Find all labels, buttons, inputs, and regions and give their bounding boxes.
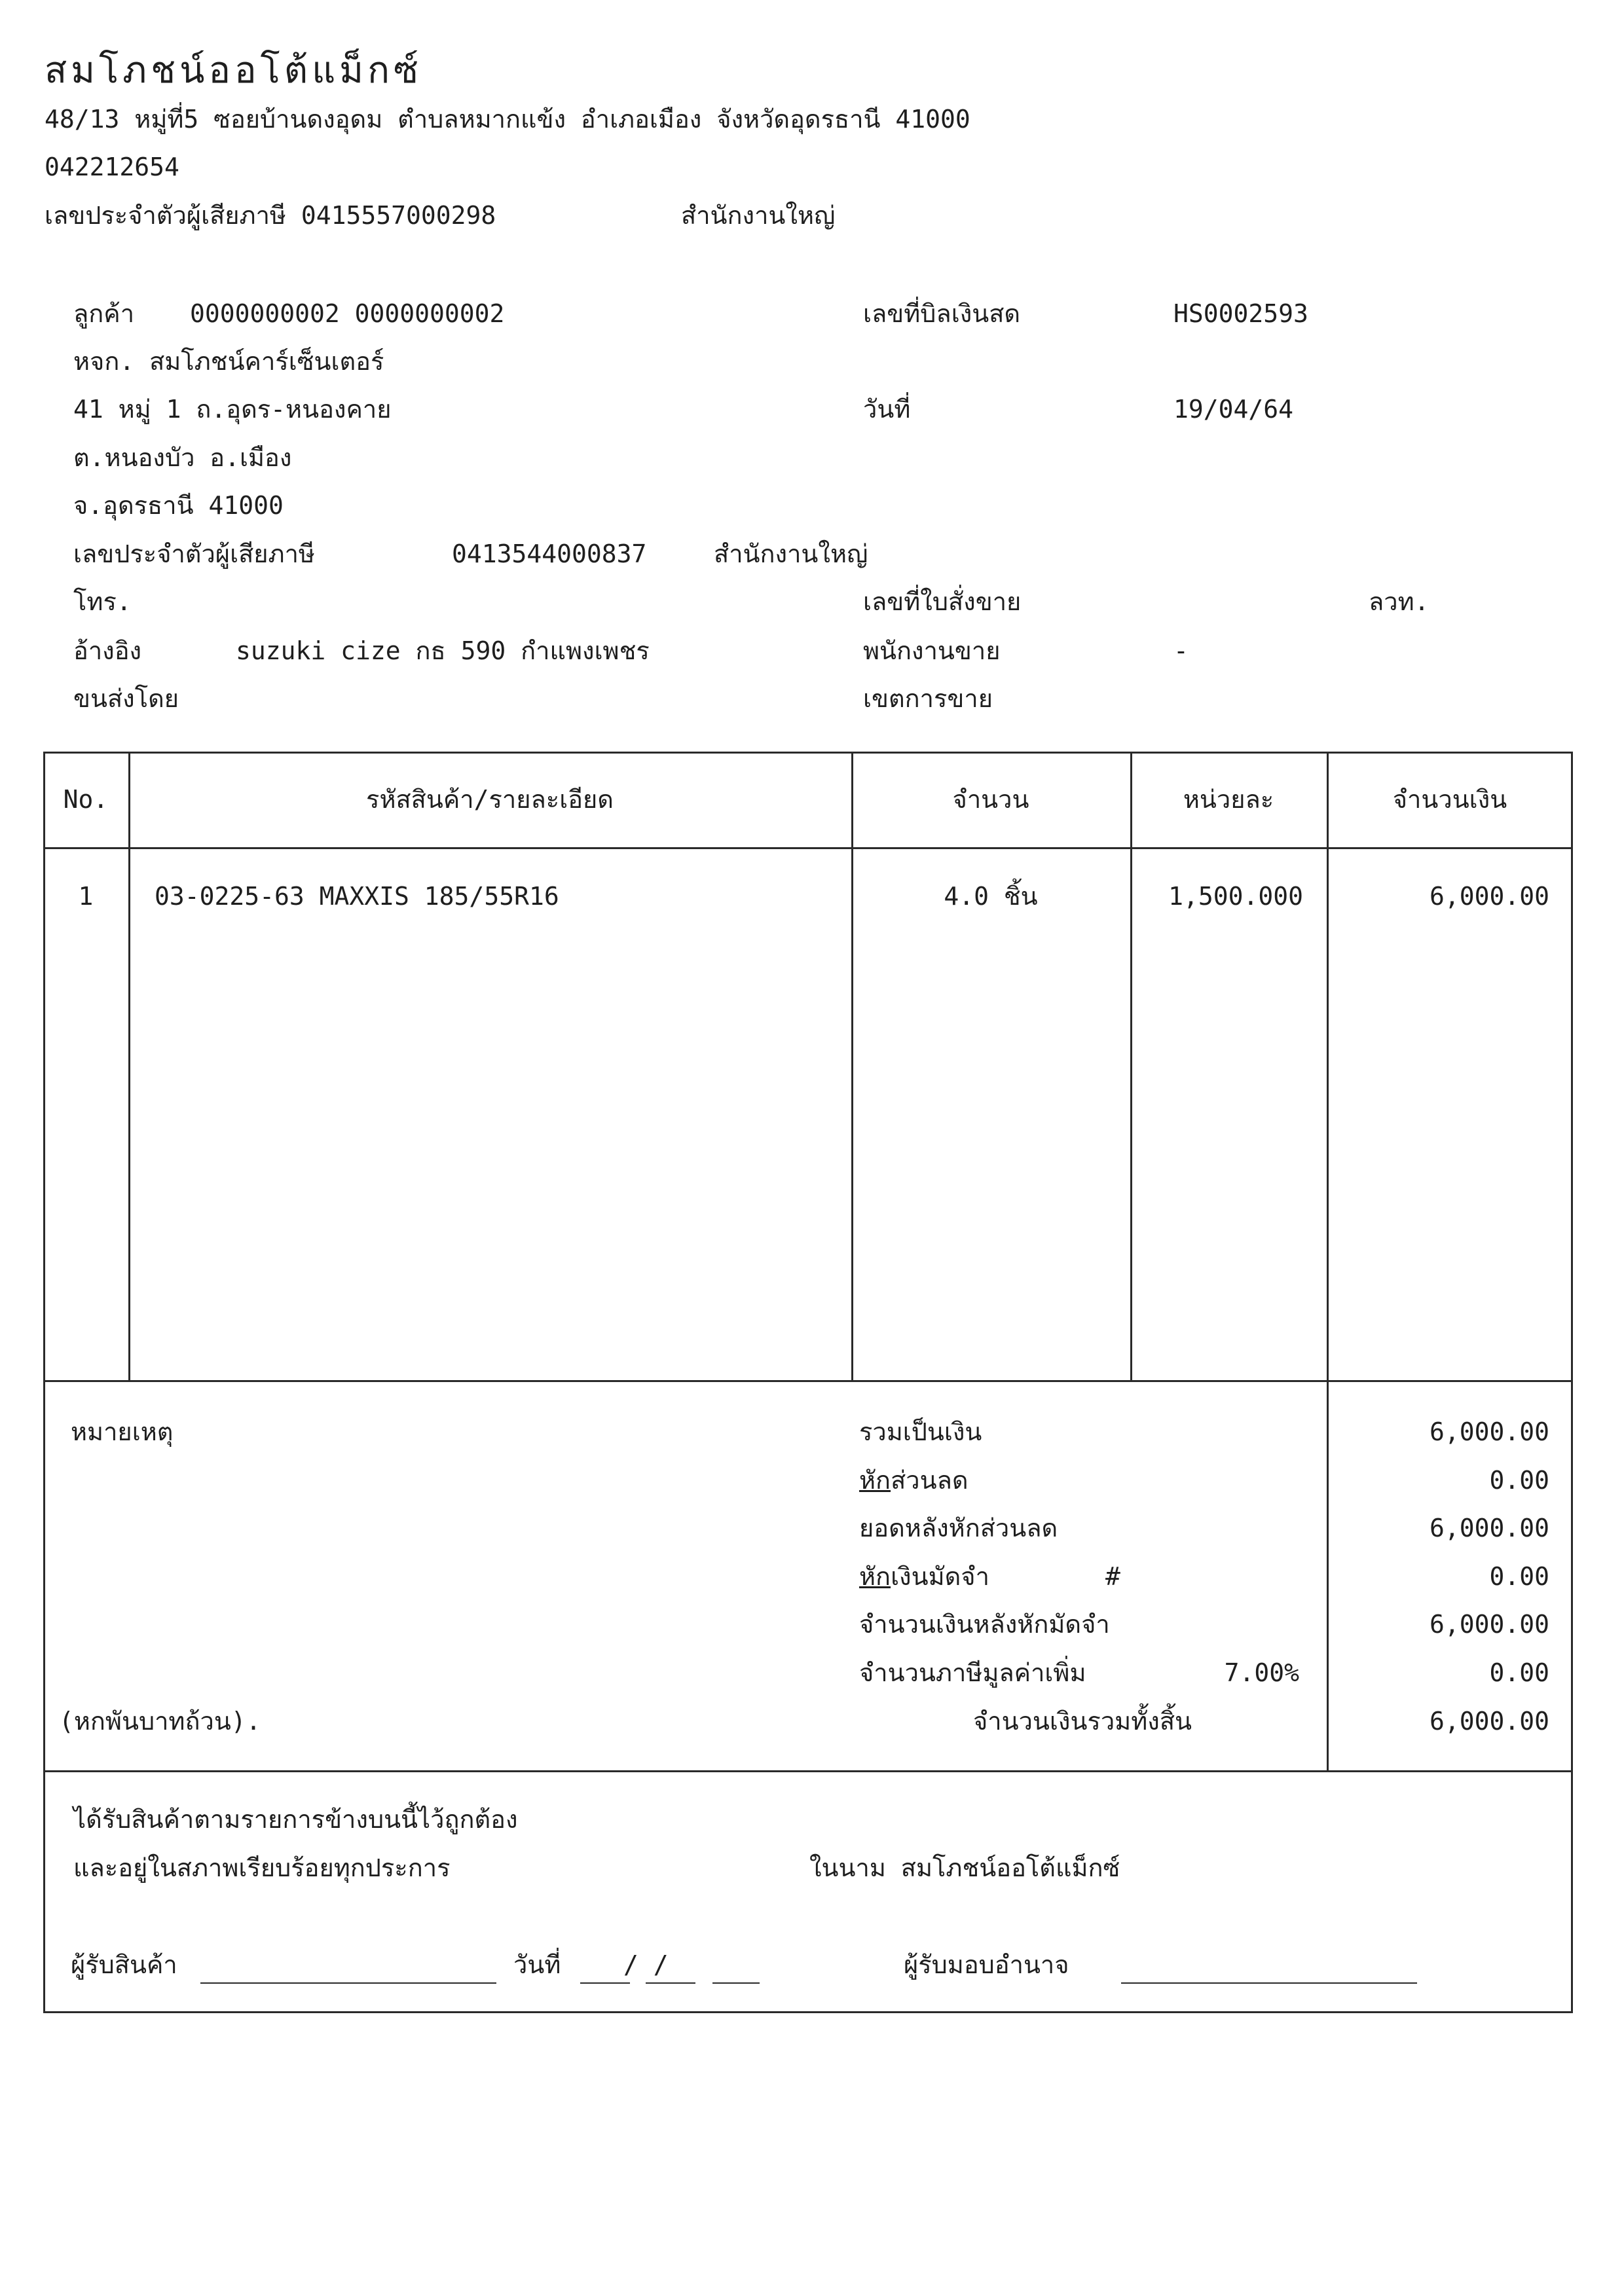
customer-codes: 0000000002 0000000002 <box>190 299 505 328</box>
shipping-label: ขนส่งโดย <box>73 684 179 713</box>
customer-name: หจก. สมโภชน์คาร์เซ็นเตอร์ <box>73 347 384 376</box>
company-tax-id: เลขประจำตัวผู้เสียภาษี 0415557000298 <box>45 201 496 230</box>
after-deposit-label: จำนวนเงินหลังหักมัดจำ <box>859 1610 1110 1639</box>
customer-branch: สำนักงานใหญ่ <box>714 539 868 568</box>
receive-date-month-line <box>646 1982 695 1984</box>
deposit-mark: # <box>1105 1562 1120 1591</box>
customer-address-1: 41 หมู่ 1 ถ.อุดร-หนองคาย <box>73 395 392 424</box>
vat-rate: 7.00% <box>1224 1658 1299 1687</box>
remark-label: หมายเหตุ <box>71 1417 174 1446</box>
date-label: วันที่ <box>863 395 911 424</box>
deposit-prefix: หัก <box>859 1562 891 1591</box>
sales-area-label: เขตการขาย <box>863 684 993 713</box>
bill-number: HS0002593 <box>1173 299 1308 328</box>
amount-in-words: (หกพันบาทถ้วน). <box>59 1707 261 1736</box>
header-unit-price: หน่วยละ <box>1183 785 1274 814</box>
reference-label: อ้างอิง <box>73 636 142 665</box>
deposit-label <box>859 1564 989 1589</box>
customer-address-2: ต.หนองบัว อ.เมือง <box>73 443 292 472</box>
header-no: No. <box>63 785 109 814</box>
subtotal-value: 6,000.00 <box>1429 1417 1549 1446</box>
deposit-text: เงินมัดจำ <box>891 1562 989 1591</box>
discount-prefix: หัก <box>859 1466 891 1495</box>
column-line-2 <box>851 752 853 1381</box>
receiver-label: ผู้รับสินค้า <box>71 1950 177 1979</box>
row-no: 1 <box>78 882 94 911</box>
receive-date-slashes: / / <box>623 1950 669 1979</box>
customer-tax-id: 0413544000837 <box>452 539 647 568</box>
discount-text: ส่วนลด <box>891 1466 969 1495</box>
bill-number-label: เลขที่บิลเงินสด <box>863 299 1021 328</box>
received-statement-1: ได้รับสินค้าตามรายการข้างบนนี้ไว้ถูกต้อง <box>73 1805 518 1834</box>
header-amount: จำนวนเงิน <box>1392 785 1507 814</box>
after-discount-value: 6,000.00 <box>1429 1514 1549 1542</box>
discount-label <box>859 1468 969 1493</box>
table-header-divider <box>43 847 1573 849</box>
column-line-3 <box>1130 752 1132 1381</box>
authorized-label: ผู้รับมอบอำนาจ <box>904 1950 1069 1979</box>
row-unit-price: 1,500.000 <box>1168 882 1303 911</box>
receive-date-day-line <box>580 1982 630 1984</box>
customer-address-3: จ.อุดรธานี 41000 <box>73 491 284 520</box>
customer-tax-label: เลขประจำตัวผู้เสียภาษี <box>73 539 315 568</box>
totals-footer-divider <box>43 1770 1573 1772</box>
company-address: 48/13 หมู่ที่5 ซอยบ้านดงอุดม ตำบลหมากแข้ง อำเภอเมือง จังหวัดอุดรธานี 41000 <box>45 105 970 134</box>
vat-value: 0.00 <box>1489 1658 1549 1687</box>
sales-order-extra: ลวท. <box>1369 587 1430 616</box>
salesperson-label: พนักงานขาย <box>863 636 1001 665</box>
company-branch: สำนักงานใหญ่ <box>681 201 836 230</box>
table-items-divider <box>43 1380 1573 1382</box>
row-quantity: 4.0 ชิ้น <box>944 882 1038 911</box>
customer-phone-label: โทร. <box>73 587 132 616</box>
after-deposit-value: 6,000.00 <box>1429 1610 1549 1639</box>
company-phone: 042212654 <box>45 153 179 181</box>
column-line-1 <box>128 752 130 1381</box>
vat-label: จำนวนภาษีมูลค่าเพิ่ม <box>859 1658 1086 1687</box>
customer-label: ลูกค้า <box>73 299 135 328</box>
authorized-signature-line <box>1121 1982 1417 1984</box>
grand-total-label: จำนวนเงินรวมทั้งสิ้น <box>973 1707 1192 1736</box>
header-description: รหัสสินค้า/รายละเอียด <box>366 785 614 814</box>
received-statement-2: และอยู่ในสภาพเรียบร้อยทุกประการ <box>73 1853 451 1882</box>
salesperson-value: - <box>1173 636 1189 665</box>
on-behalf-of: ในนาม สมโภชน์ออโต้แม็กซ์ <box>809 1853 1120 1882</box>
row-amount: 6,000.00 <box>1429 882 1549 911</box>
grand-total-value: 6,000.00 <box>1429 1707 1549 1736</box>
after-discount-label: ยอดหลังหักส่วนลด <box>859 1514 1058 1542</box>
company-name: สมโภชน์ออโต้แม็กซ์ <box>45 49 423 92</box>
receiver-signature-line <box>200 1982 496 1984</box>
deposit-value: 0.00 <box>1489 1562 1549 1591</box>
invoice-date: 19/04/64 <box>1173 395 1294 424</box>
receive-date-year-line <box>712 1982 760 1984</box>
sales-order-label: เลขที่ใบสั่งขาย <box>863 587 1022 616</box>
discount-value: 0.00 <box>1489 1466 1549 1495</box>
subtotal-label: รวมเป็นเงิน <box>859 1417 982 1446</box>
header-quantity: จำนวน <box>952 785 1029 814</box>
reference-value: suzuki cize กธ 590 กำแพงเพชร <box>236 636 650 665</box>
row-description: 03-0225-63 MAXXIS 185/55R16 <box>155 882 559 911</box>
receive-date-label: วันที่ <box>513 1950 561 1979</box>
